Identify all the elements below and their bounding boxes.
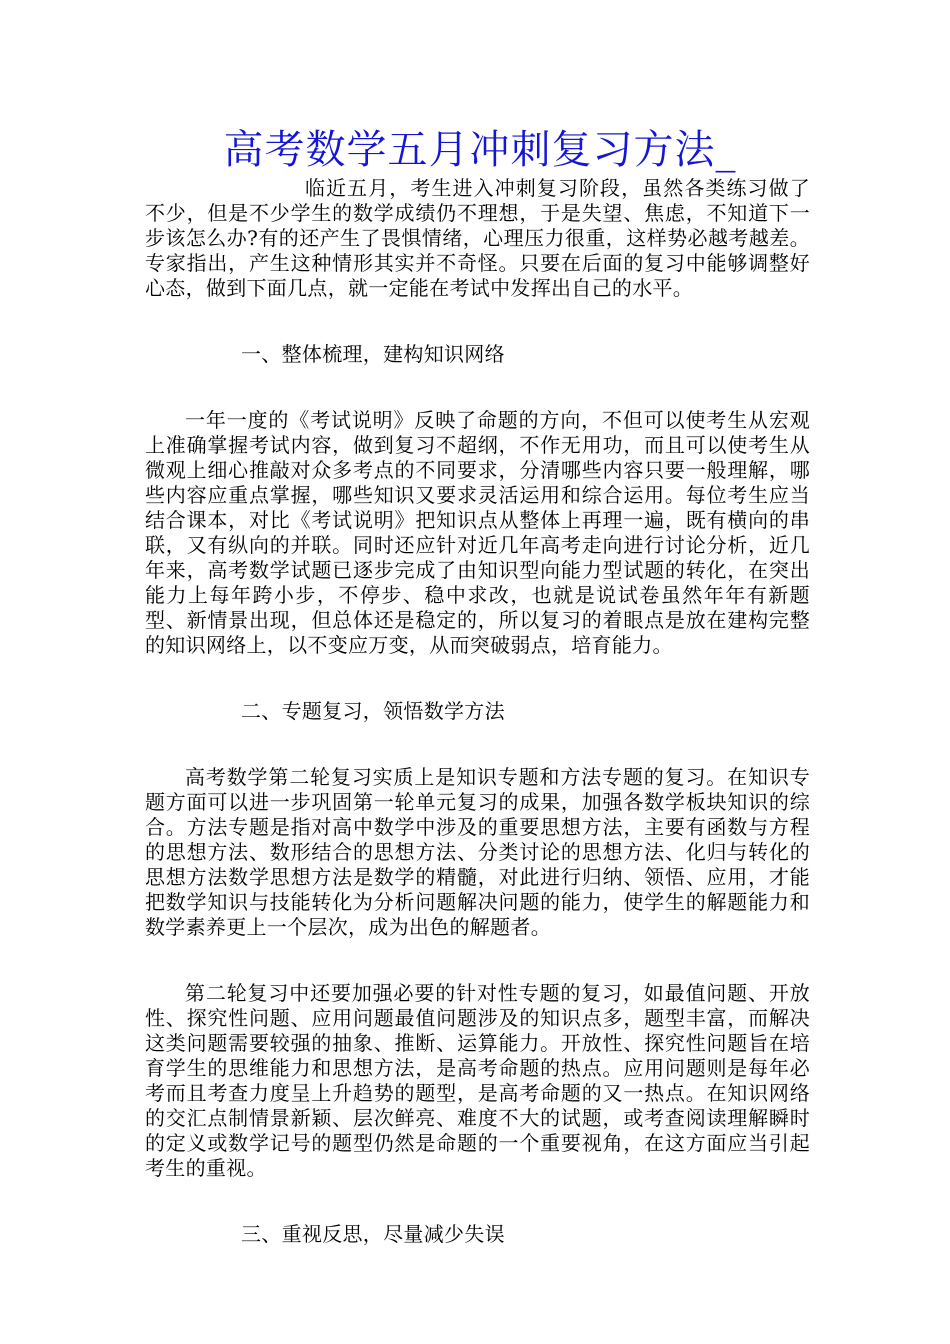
intro-paragraph: 临近五月，考生进入冲刺复习阶段，虽然各类练习做了不少，但是不少学生的数学成绩仍不理想，于是失望、焦虑，不知道下一步该怎么办?有的还产生了畏惧情绪，心理压力很重，这样势必越考越差。专家指出，产生这种情形其实并不奇怪。只要在后面的复习中能够调整好心态，做到下面几点，就一定能在考试中发挥出自己的水平。 xyxy=(145,176,810,300)
document-body xyxy=(145,176,810,1288)
section-heading-3: 三、重视反思，尽量减少失误 xyxy=(241,1222,505,1246)
section-1-paragraph: 一年一度的《考试说明》反映了命题的方向，不但可以使考生从宏观上准确掌握考试内容，做到复习不超纲，不作无用功，而且可以使考生从微观上细心推敲对众多考点的不同要求，分清哪些内容只要一般理解，哪些内容应重点掌握，哪些知识又要求灵活运用和综合运用。每位考生应当结合课本，对比《考试说明》把知识点从整体上再理一遍，既有横向的串联，又有纵向的并联。同时还应针对近几年高考走向进行讨论分析，近几年来，高考数学试题已逐步完成了由知识型向能力型试题的转化，在突出能力上每年跨小步，不停步、稳中求改，也就是说试卷虽然年年有新题型、新情景出现，但总体还是稳定的，所以复习的着眼点是放在建构完整的知识网络上，以不变应万变，从而突破弱点，培育能力。 xyxy=(145,408,810,657)
section-heading-2: 二、专题复习，领悟数学方法 xyxy=(241,699,505,723)
document-title: 高考数学五月冲刺复习方法_ xyxy=(223,127,737,173)
section-heading-1: 一、整体梳理，建构知识网络 xyxy=(241,342,505,366)
section-2-paragraph-1: 高考数学第二轮复习实质上是知识专题和方法专题的复习。在知识专题方面可以进一步巩固第一轮单元复习的成果，加强各数学板块知识的综合。方法专题是指对高中数学中涉及的重要思想方法，主要有函数与方程的思想方法、数形结合的思想方法、分类讨论的思想方法、化归与转化的思想方法数学思想方法是数学的精髓，对此进行归纳、领悟、应用，才能把数学知识与技能转化为分析问题解决问题的能力，使学生的解题能力和数学素养更上一个层次，成为出色的解题者。 xyxy=(145,765,810,939)
section-2-paragraph-2: 第二轮复习中还要加强必要的针对性专题的复习，如最值问题、开放性、探究性问题、应用问题最值问题涉及的知识点多，题型丰富，而解决这类问题需要较强的抽象、推断、运算能力。开放性、探究性问题旨在培育学生的思维能力和思想方法，是高考命题的热点。应用问题则是每年必考而且考查力度呈上升趋势的题型，是高考命题的又一热点。在知识网络的交汇点制情景新颖、层次鲜亮、难度不大的试题，或考查阅读理解瞬时的定义或数学记号的题型仍然是命题的一个重要视角，在这方面应当引起考生的重视。 xyxy=(145,981,810,1180)
